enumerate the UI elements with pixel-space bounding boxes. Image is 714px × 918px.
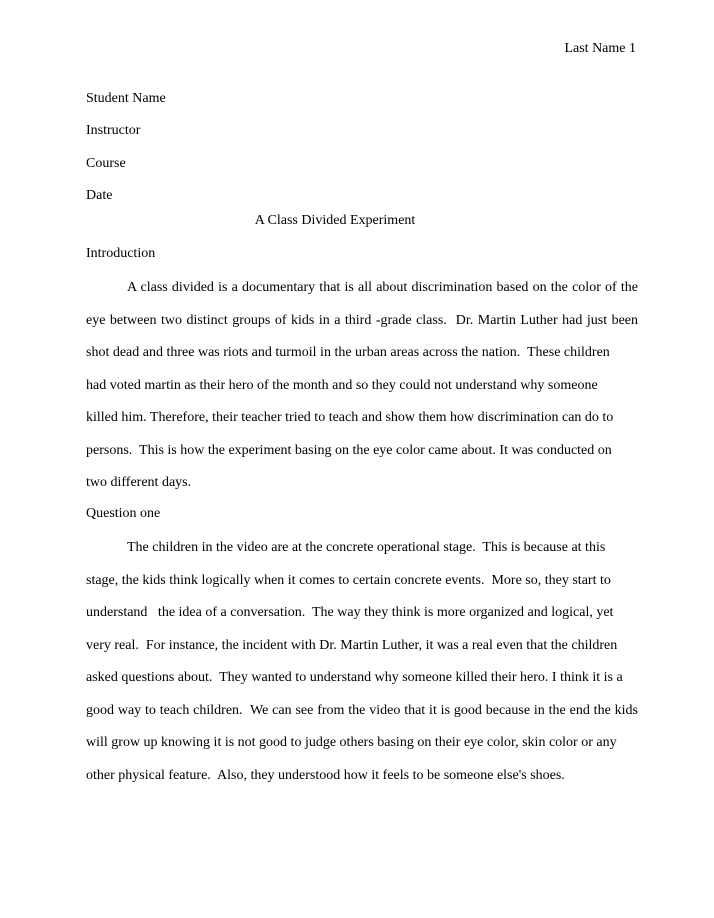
paragraph-line: stage, the kids think logically when it comes to certain concrete events. More so, they start to (86, 572, 611, 588)
paragraph-line: other physical feature. Also, they understood how it feels to be someone else's shoes. (86, 767, 565, 783)
instructor-name: Instructor (86, 123, 141, 139)
paragraph-line: good way to teach children. We can see from the video that it is good because in the end the kids (86, 702, 638, 718)
heading-block (86, 83, 638, 213)
section-heading-introduction: Introduction (86, 246, 156, 261)
course-name: Course (86, 155, 126, 171)
paragraph-line: The children in the video are at the concrete operational stage. This is because at this (127, 540, 606, 555)
paper-title: A Class Divided Experiment (254, 213, 416, 228)
paragraph-line: eye between two distinct groups of kids in a third -grade class. Dr. Martin Luther had just been (86, 312, 638, 328)
paragraph-line: persons. This is how the experiment basing on the eye color came about. It was conducted on (86, 442, 612, 458)
running-head: Last Name 1 (564, 41, 636, 56)
paragraph-line: had voted martin as their hero of the month and so they could not understand why someone (86, 377, 598, 393)
student-name: Student Name (86, 91, 166, 106)
paragraph-line: killed him. Therefore, their teacher tried to teach and show them how discrimination can do to (86, 410, 614, 425)
paragraph-line: understand the idea of a conversation. The way they think is more organized and logical, yet (86, 605, 614, 620)
paragraph-line: will grow up knowing it is not good to judge others basing on their eye color, skin color or any (86, 735, 617, 750)
paragraph-line: shot dead and three was riots and turmoil in the urban areas across the nation. These children (86, 345, 610, 360)
paragraph-line: two different days. (86, 475, 192, 490)
date: Date (86, 188, 113, 204)
paragraph-line: very real. For instance, the incident with Dr. Martin Luther, it was a real even that the children (86, 637, 618, 653)
introduction-paragraph (86, 279, 638, 507)
question-one-paragraph (86, 539, 638, 799)
section-heading-question-one: Question one (86, 506, 161, 521)
paragraph-line: asked questions about. They wanted to understand why someone killed their hero. I think it is a (86, 670, 623, 685)
paragraph-line: A class divided is a documentary that is all about discrimination based on the color of the (127, 280, 638, 295)
